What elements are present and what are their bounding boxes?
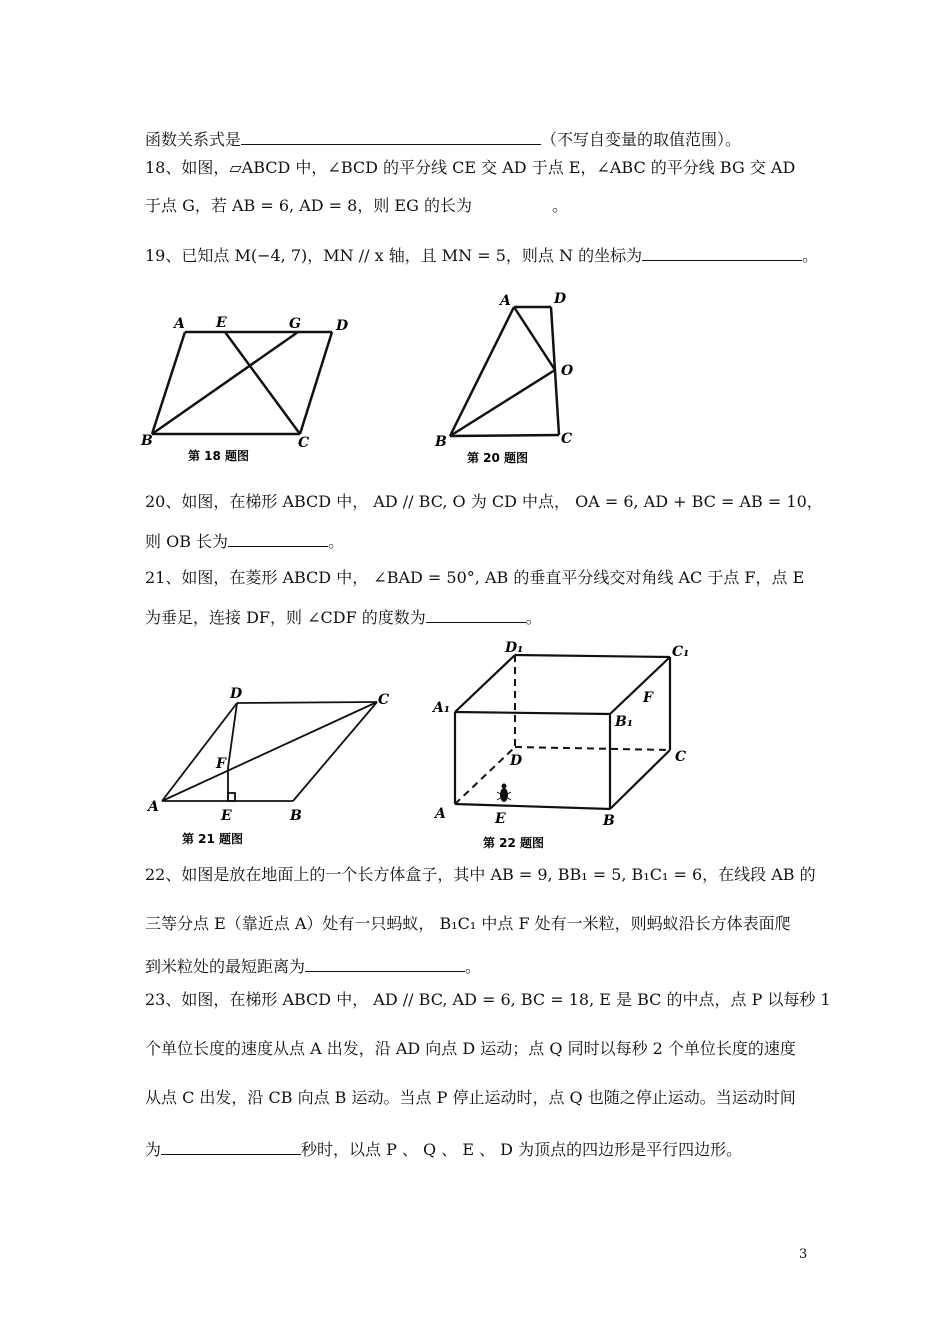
f22-label-a: A (435, 806, 446, 822)
q20-period: 。 (328, 532, 345, 551)
figure-21 (140, 680, 400, 850)
f22-label-b: B (603, 813, 615, 829)
f22-label-d1: D₁ (505, 640, 524, 656)
f22-label-a1: A₁ (433, 700, 450, 716)
f22-edge-a1b1 (455, 712, 610, 714)
q19-period: 。 (802, 246, 819, 265)
f18-label-c: C (298, 435, 310, 451)
q22-line-3 (145, 955, 481, 977)
f22-label-f: F (643, 690, 653, 706)
q22-line-1: 22、如图是放在地面上的一个长方体盒子，其中 AB = 9, BB₁ = 5, B₁C₁ = 6，在线段 AB 的 (145, 865, 816, 884)
q18-line-2 (145, 194, 568, 216)
f21-edge-dc (237, 702, 377, 703)
f22-label-c1: C₁ (672, 644, 690, 660)
f21-label-d: D (230, 686, 243, 702)
q19-text: 19、已知点 M(−4, 7)，MN // x 轴，且 MN = 5，则点 N 的坐标为 (145, 246, 643, 265)
q23-text-end: 秒时，以点 P 、 Q 、 E 、 D 为顶点的四边形是平行四边形。 (301, 1140, 743, 1159)
f21-label-f: F (216, 756, 226, 772)
f20-label-c: C (561, 431, 573, 447)
q17-answer-blank[interactable] (241, 128, 541, 145)
f22-caption: 第 22 题图 (483, 836, 545, 850)
figure-22 (425, 632, 705, 852)
q22-period: 。 (465, 957, 482, 976)
f22-edge-ab (455, 804, 610, 809)
f18-caption: 第 18 题图 (188, 449, 250, 463)
f20-caption: 第 20 题图 (467, 451, 529, 465)
f21-caption: 第 21 题图 (182, 832, 244, 846)
q18-line-1: 18、如图，▱ABCD 中，∠BCD 的平分线 CE 交 AD 于点 E，∠ABC 的平分线 BG 交 AD (145, 158, 796, 177)
q19-answer-blank[interactable] (642, 244, 802, 261)
q23-line-4 (145, 1138, 742, 1160)
f22-label-c: C (675, 749, 687, 765)
f18-label-d: D (336, 318, 349, 334)
f21-label-a: A (148, 799, 159, 815)
q23-answer-blank[interactable] (161, 1138, 301, 1155)
f20-label-a: A (500, 293, 511, 309)
q18-period: 。 (551, 196, 568, 215)
q21-text: 为垂足，连接 DF，则 ∠CDF 的度数为 (145, 608, 426, 627)
figure-20 (430, 285, 590, 470)
f21-label-e: E (221, 808, 232, 824)
f20-label-b: B (435, 434, 447, 450)
f18-line-bg (152, 332, 298, 434)
f21-edge-cb (293, 702, 377, 801)
f22-label-d: D (510, 753, 523, 769)
f22-edge-d1c1 (515, 655, 670, 657)
figure-18 (140, 310, 370, 470)
f22-hidden-edge-dc (515, 747, 670, 750)
f22-label-b1: B₁ (615, 714, 633, 730)
q23-line-2: 个单位长度的速度从点 A 出发，沿 AD 向点 D 运动；点 Q 同时以每秒 2 个单位长度的速度 (145, 1039, 796, 1058)
q23-line-3: 从点 C 出发，沿 CB 向点 B 运动。当点 P 停止运动时，点 Q 也随之停止运动。当运动时间 (145, 1088, 796, 1107)
f22-edge-bc (610, 750, 670, 809)
q18-answer-blank[interactable] (472, 194, 552, 211)
q22-line-2: 三等分点 E（靠近点 A）处有一只蚂蚁， B₁C₁ 中点 F 处有一米粒，则蚂蚁沿长方体表面爬 (145, 914, 791, 933)
q22-answer-blank[interactable] (305, 955, 465, 972)
figure-22-svg (425, 632, 705, 852)
q21-line-2 (145, 606, 542, 628)
q23-line-1: 23、如图，在梯形 ABCD 中， AD // BC, AD = 6, BC = 18, E 是 BC 的中点，点 P 以每秒 1 (145, 990, 831, 1009)
q17-text-end: （不写自变量的取值范围）。 (541, 130, 742, 149)
f22-edge-a1d1 (455, 655, 515, 712)
f18-edge-dc (300, 332, 332, 434)
f18-line-ce (225, 332, 300, 434)
f21-label-b: B (290, 808, 302, 824)
figure-18-svg (140, 310, 370, 470)
q20-line-2 (145, 530, 344, 552)
figure-21-svg (140, 680, 400, 850)
f20-edge-bc (450, 435, 559, 436)
q21-line-1: 21、如图，在菱形 ABCD 中， ∠BAD = 50°, AB 的垂直平分线交对角线 AC 于点 F，点 E (145, 568, 805, 587)
f22-ant-icon (497, 784, 511, 803)
f21-edge-ad (162, 703, 237, 801)
q19-line (145, 244, 818, 266)
f22-edge-b1c1 (610, 657, 670, 714)
q21-period: 。 (525, 608, 542, 627)
q20-line-1: 20、如图，在梯形 ABCD 中， AD // BC, O 为 CD 中点， OA = 6, AD + BC = AB = 10， (145, 492, 823, 511)
f22-label-e: E (495, 811, 506, 827)
f18-label-b: B (141, 433, 153, 449)
f18-label-g: G (289, 316, 301, 332)
page-number: 3 (799, 1247, 808, 1262)
f20-line-ao (514, 307, 555, 370)
q17-text-start: 函数关系式是 (145, 130, 242, 149)
f18-label-a: A (174, 316, 185, 332)
f18-label-e: E (216, 315, 227, 331)
f21-diagonal-ac (162, 702, 377, 801)
q20-text: 则 OB 长为 (145, 532, 229, 551)
q21-answer-blank[interactable] (426, 606, 526, 623)
f18-edge-ab (152, 332, 185, 434)
f21-label-c: C (378, 692, 390, 708)
q17-tail (145, 128, 741, 150)
q23-text-start: 为 (145, 1140, 162, 1159)
figure-20-svg (430, 285, 590, 470)
q20-answer-blank[interactable] (228, 530, 328, 547)
q22-text: 到米粒处的最短距离为 (145, 957, 306, 976)
f21-right-angle-mark (228, 793, 235, 801)
f20-label-o: O (561, 363, 574, 379)
f20-label-d: D (554, 291, 567, 307)
q18-text: 于点 G，若 AB = 6, AD = 8，则 EG 的长为 (145, 196, 472, 215)
